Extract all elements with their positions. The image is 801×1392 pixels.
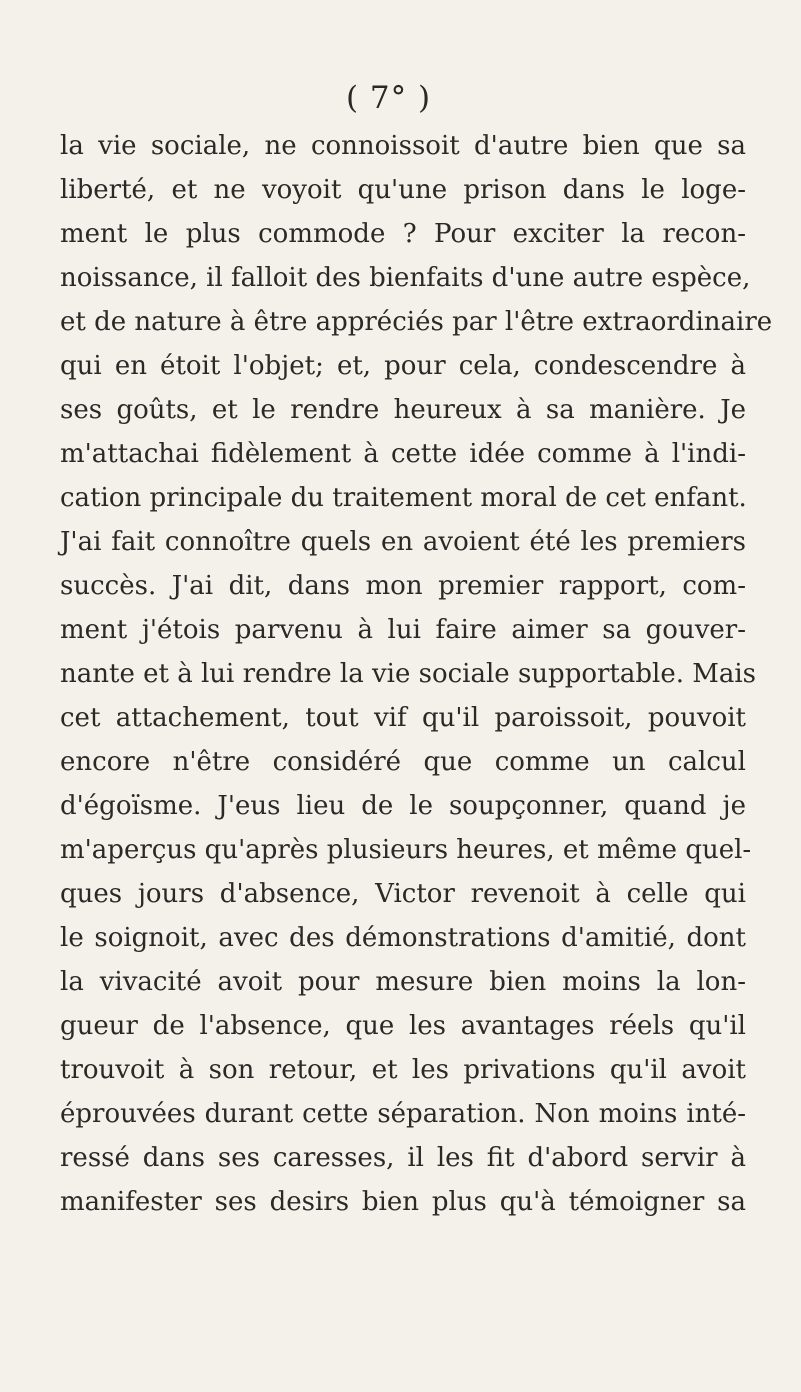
text-line: trouvoit à son retour, et les privations qu'il avoit (60, 1055, 746, 1085)
text-line: cation principale du traitement moral de cet enfant. (60, 483, 747, 513)
text-line: manifester ses desirs bien plus qu'à témoigner sa (60, 1187, 746, 1217)
text-line: m'aperçus qu'après plusieurs heures, et même quel- (60, 835, 752, 865)
text-line: noissance, il falloit des bienfaits d'une autre espèce, (60, 263, 751, 293)
page-number: ( 7° ) (345, 80, 432, 116)
text-line: gueur de l'absence, que les avantages réels qu'il (60, 1011, 746, 1041)
text-line: le soignoit, avec des démonstrations d'amitié, dont (60, 923, 746, 953)
text-line: éprouvées durant cette séparation. Non moins inté- (60, 1099, 746, 1129)
text-line: cet attachement, tout vif qu'il paroissoit, pouvoit (60, 703, 746, 733)
text-line: encore n'être considéré que comme un calcul (60, 747, 746, 777)
text-line: J'ai fait connoître quels en avoient été les premiers (60, 527, 746, 557)
text-line: ment j'étois parvenu à lui faire aimer sa gouver- (60, 615, 746, 645)
text-line: et de nature à être appréciés par l'être extraordinaire (60, 307, 773, 337)
text-line: ques jours d'absence, Victor revenoit à celle qui (60, 879, 746, 909)
text-line: la vivacité avoit pour mesure bien moins la lon- (60, 967, 746, 997)
text-line: liberté, et ne voyoit qu'une prison dans le loge- (60, 175, 746, 205)
text-line: succès. J'ai dit, dans mon premier rapport, com- (60, 571, 746, 601)
text-line: ses goûts, et le rendre heureux à sa manière. Je (60, 395, 746, 425)
text-line: m'attachai fidèlement à cette idée comme à l'indi- (60, 439, 746, 469)
text-line: d'égoïsme. J'eus lieu de le soupçonner, quand je (60, 791, 746, 821)
text-line: ressé dans ses caresses, il les fit d'abord servir à (60, 1143, 746, 1173)
text-line: nante et à lui rendre la vie sociale supportable. Mais (60, 659, 757, 689)
text-line: qui en étoit l'objet; et, pour cela, condescendre à (60, 351, 746, 381)
text-line: ment le plus commode ? Pour exciter la recon- (60, 219, 746, 249)
text-line: la vie sociale, ne connoissoit d'autre bien que sa (60, 131, 746, 161)
